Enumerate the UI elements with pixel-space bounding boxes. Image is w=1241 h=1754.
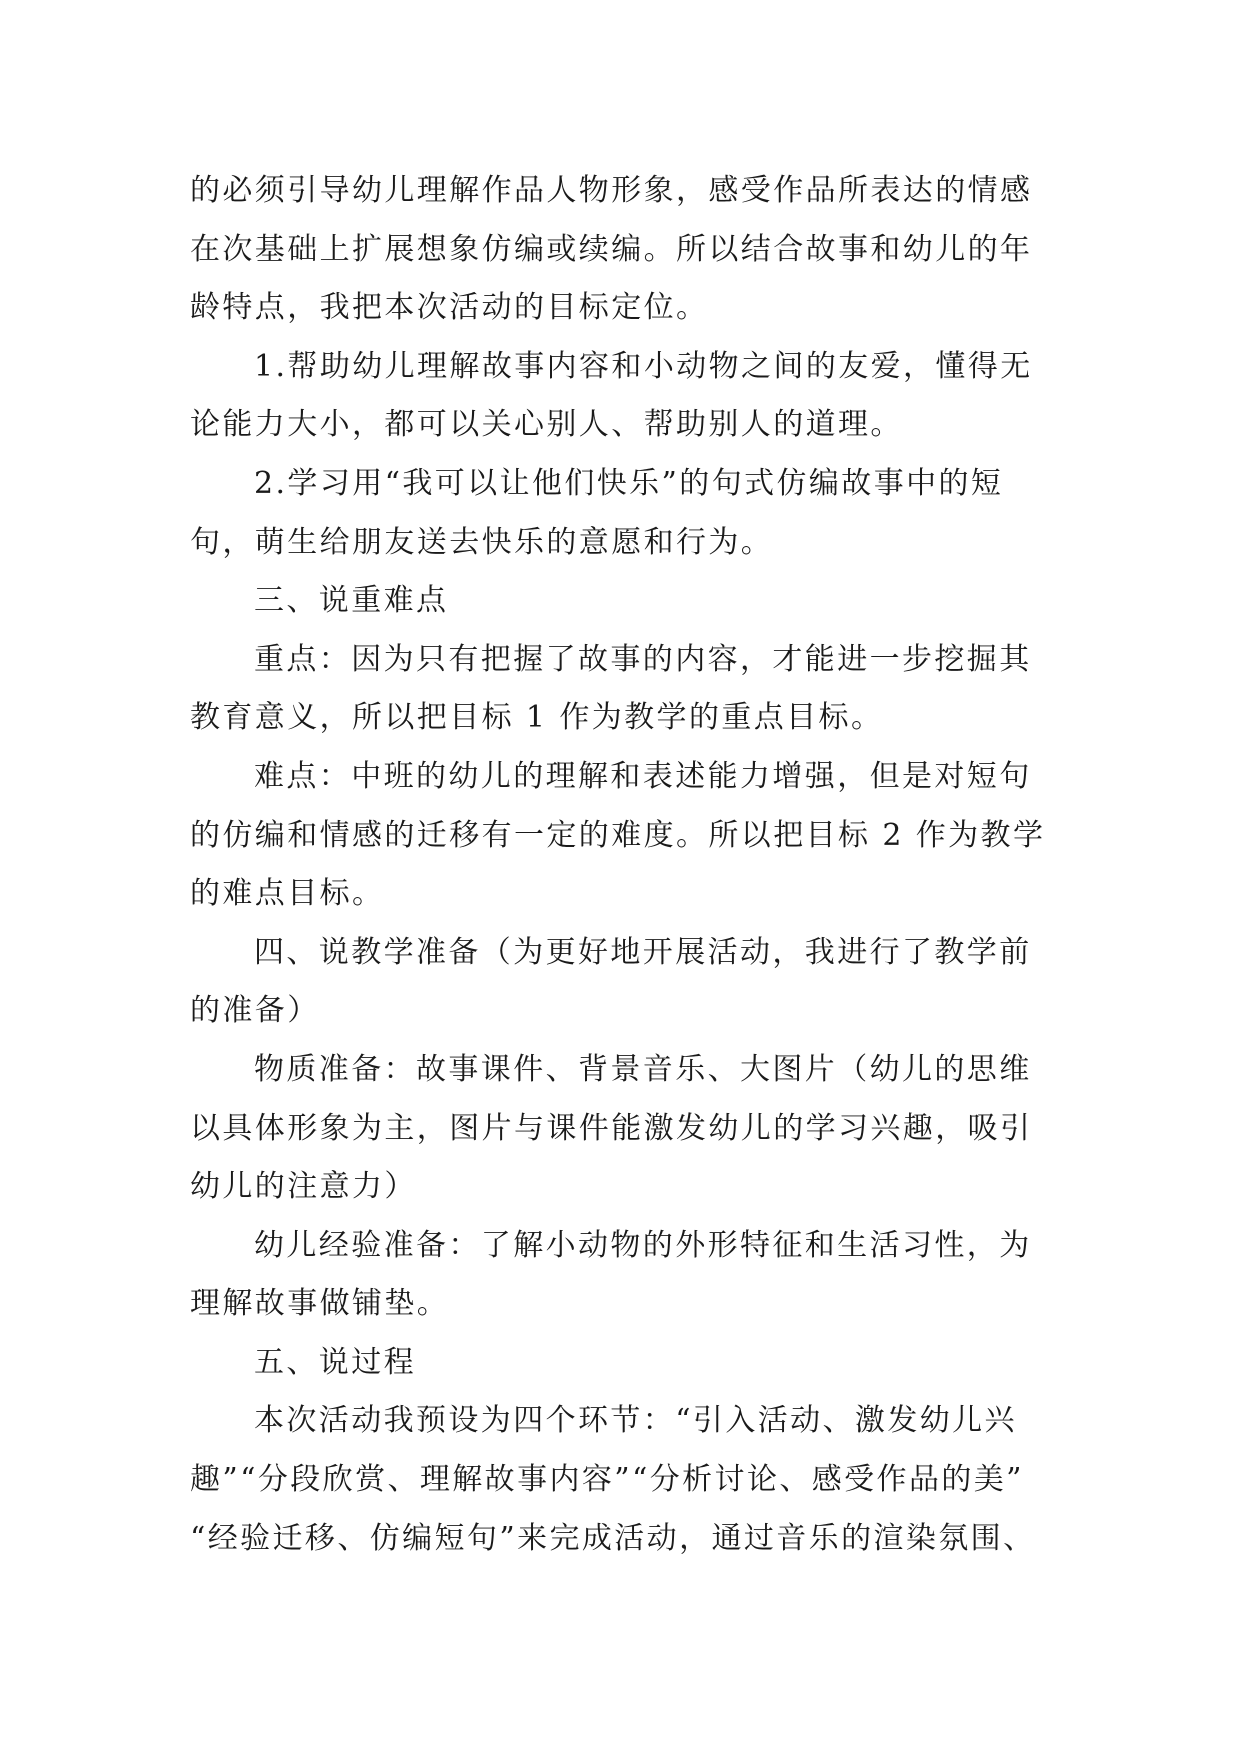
- text-line: 句，萌生给朋友送去快乐的意愿和行为。: [190, 524, 774, 560]
- body-text: [190, 162, 1050, 1568]
- text-line: 幼儿经验准备：了解小动物的外形特征和生活习性，为: [254, 1227, 1032, 1263]
- text-line: 难点：中班的幼儿的理解和表述能力增强，但是对短句: [254, 758, 1032, 794]
- text-line: 2.学习用“我可以让他们快乐”的句式仿编故事中的短: [254, 465, 1004, 501]
- text-line: 的难点目标。: [190, 876, 385, 912]
- text-line: 本次活动我预设为四个环节：“引入活动、激发幼儿兴: [254, 1403, 1017, 1439]
- text-line: 理解故事做铺垫。: [190, 1286, 450, 1322]
- text-line: 的必须引导幼儿理解作品人物形象，感受作品所表达的情感: [190, 173, 1033, 208]
- text-line: 论能力大小，都可以关心别人、帮助别人的道理。: [190, 407, 903, 443]
- text-line: 教育意义，所以把目标 1 作为教学的重点目标。: [190, 700, 884, 736]
- text-line: 在次基础上扩展想象仿编或续编。所以结合故事和幼儿的年: [190, 231, 1033, 267]
- text-line: 的仿编和情感的迁移有一定的难度。所以把目标 2 作为教学: [190, 817, 1046, 853]
- text-line: 以具体形象为主，图片与课件能激发幼儿的学习兴趣，吸引: [190, 1110, 1033, 1146]
- section-heading: 五、说过程: [254, 1344, 416, 1380]
- text-line: 的准备）: [190, 993, 320, 1029]
- text-line: 龄特点，我把本次活动的目标定位。: [190, 290, 709, 326]
- text-line: 1.帮助幼儿理解故事内容和小动物之间的友爱，懂得无: [254, 348, 1033, 384]
- text-line: “经验迁移、仿编短句”来完成活动，通过音乐的渲染氛围、: [190, 1520, 1036, 1556]
- text-line: 幼儿的注意力）: [190, 1169, 417, 1205]
- text-line: 重点：因为只有把握了故事的内容，才能进一步挖掘其: [254, 641, 1032, 677]
- section-heading: 四、说教学准备（为更好地开展活动，我进行了教学前: [254, 934, 1032, 970]
- text-line: 趣”“分段欣赏、理解故事内容”“分析讨论、感受作品的美”: [190, 1462, 1024, 1498]
- text-line: 物质准备：故事课件、背景音乐、大图片（幼儿的思维: [254, 1051, 1032, 1087]
- section-heading: 三、说重难点: [254, 583, 449, 619]
